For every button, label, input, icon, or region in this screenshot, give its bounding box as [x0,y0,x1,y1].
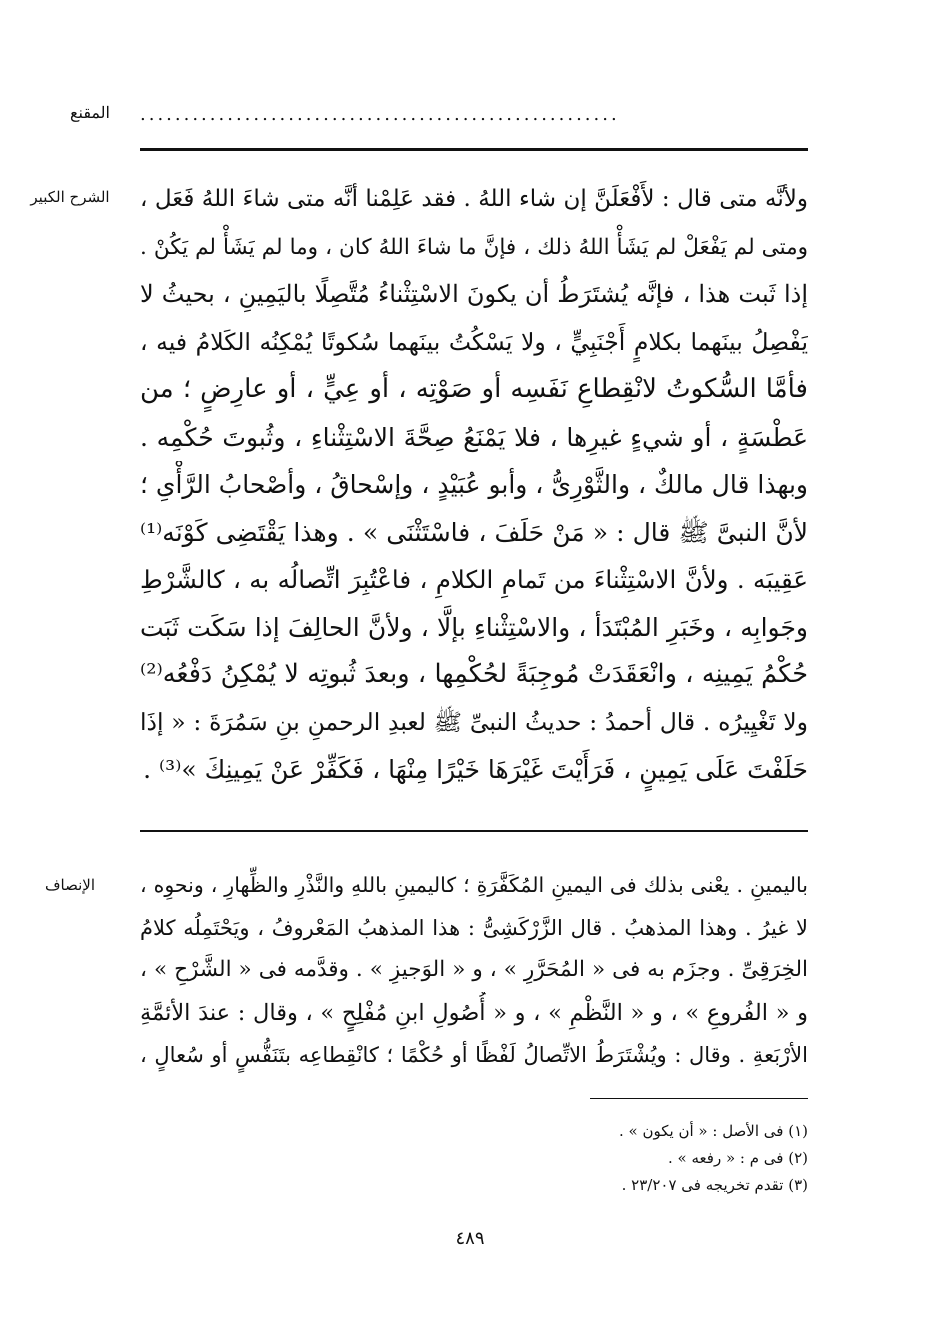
insaf-line: الأرْبَعةِ . وقال : ويُشْتَرَطُ الاتِّصالُ لَفْظًا أو حُكْمًا ؛ كانْقِطاعِه بتَنَفُّسٍ أو سُعالٍ ، [140,1043,808,1067]
sharh-line: يَفْصِلُ بينَهما بكلامٍ أَجْنَبِيٍّ ، ولا يَسْكُتُ بينَهما سُكوتًا يُمْكِنُه الكَلامُ فيه ، [140,327,808,356]
sharh-line: حُكْمُ يَمِينِه ، وانْعَقَدَتْ مُوجِبَةً لحُكْمِها ، وبعدَ ثُبوتِه لا يُمْكِنُ دَفْعُه⁽²⁾ [140,659,808,689]
insaf-line: باليمينِ . يعْنى بذلك فى اليمينِ المُكَفَّرَةِ ؛ كاليمينِ باللهِ والنَّذْرِ والظِّهارِ ، ونحوِه ، [140,873,808,897]
footnote: (٣) تقدم تخريجه فى ٢٣/٢٠٧ . [621,1176,808,1194]
header-dotted-leader: ....................................................... [140,104,620,125]
insaf-section-label: الإنصاف [44,876,96,894]
sharh-section-label: الشرح الكبير [30,188,110,206]
sharh-line: عَقِيبَه . ولأنَّ الاسْتِثْناءَ من تَمامِ الكلامِ ، فاعْتُبِرَ اتِّصالُه به ، كالشَّرْطِ [140,565,808,594]
insaf-line: لا غيرُ . وهذا المذهبُ . قال الزَّرْكَشِىُّ : هذا المذهبُ المَعْروفُ ، ويَحْتَمِلُه كلامُ [140,915,808,940]
insaf-text-block [140,864,808,1077]
insaf-line: و « الفُروعِ » ، و « النَّظْمِ » ، و « أُصُولِ ابنِ مُفْلِحٍ » ، وقال : عندَ الأئمَّةِ [140,999,808,1026]
sharh-line: وجَوابِه ، وخَبَرِ المُبْتَدَأ ، والاسْتِثْناءِ بإلَّا ، ولأنَّ الحالِفَ إذا سَكَت ثَبَت [140,612,808,642]
footnotes [500,1118,808,1199]
footnote: (١) فى الأصل : « أن يكون » . [619,1122,808,1140]
sharh-line: لأنَّ النبىَّ ﷺ قال : « مَنْ حَلَفَ ، فاسْتَثْنَى » . وهذا يَقْتَضِى كَوْنَه⁽¹⁾ [140,517,808,547]
footnote: (٢) فى م : « رفعه » . [668,1149,808,1167]
insaf-line: الخِرَقِىِّ . وجزَم به فى « المُحَرَّرِ » ، و « الوَجيزِ » . وقدَّمه فى « الشَّرْحِ » ، [140,957,808,982]
sharh-line: عَطْسَةٍ ، أو شيءٍ غيرِها ، فلا يَمْنَعُ صِحَّةَ الاسْتِثْناءِ ، وثُبوتَ حُكْمِه . [140,422,808,452]
sharh-line: إذا ثَبت هذا ، فإنَّه يُشتَرَطُ أن يكونَ الاسْتِثْناءُ مُتَّصِلًا باليَمِينِ ، بحيثُ لا [140,280,808,308]
running-header-title: المقنع [69,103,110,122]
footnote-rule [590,1098,808,1099]
sharh-line: ولا تَغْيِيرُه . قال أحمدُ : حديثُ النبىِّ ﷺ لعبدِ الرحمنِ بنِ سَمُرَةَ : « إذَا [140,707,808,736]
header-rule [140,148,808,151]
sharh-text-block [140,176,808,794]
section-divider [140,830,808,832]
sharh-line: حَلَفْتَ عَلَى يَمِينٍ ، فَرَأَيْتَ غَيْرَهَا خَيْرًا مِنْهَا ، فَكَفِّرْ عَنْ يَمِينِكَ »⁽³⁾ . [143,755,808,784]
page-number: ٤٨٩ [455,1228,485,1249]
sharh-line: ولأنَّه متى قال : لأَفْعَلَنَّ إن شاء اللهُ . فقد عَلِمْنا أنَّه متى شاءَ اللهُ فَعَل ، [140,186,808,212]
sharh-line: فأمَّا السُّكوتُ لانْقِطاعِ نَفَسِه أو صَوْتِه ، أو عِيٍّ ، أو عارِضٍ ؛ من [140,374,808,404]
sharh-line: وبهذا قال مالكٌ ، والثَّوْرِىُّ ، وأبو عُبَيْدٍ ، وإسْحاقُ ، وأصْحابُ الرَّأْىِ ؛ [140,470,808,499]
sharh-line: ومتى لم يَفْعَلْ لم يَشَأْ اللهُ ذلك ، فإنَّ ما شاءَ اللهُ كان ، وما لم يَشَأْ لم يَكُنْ . [140,234,808,260]
